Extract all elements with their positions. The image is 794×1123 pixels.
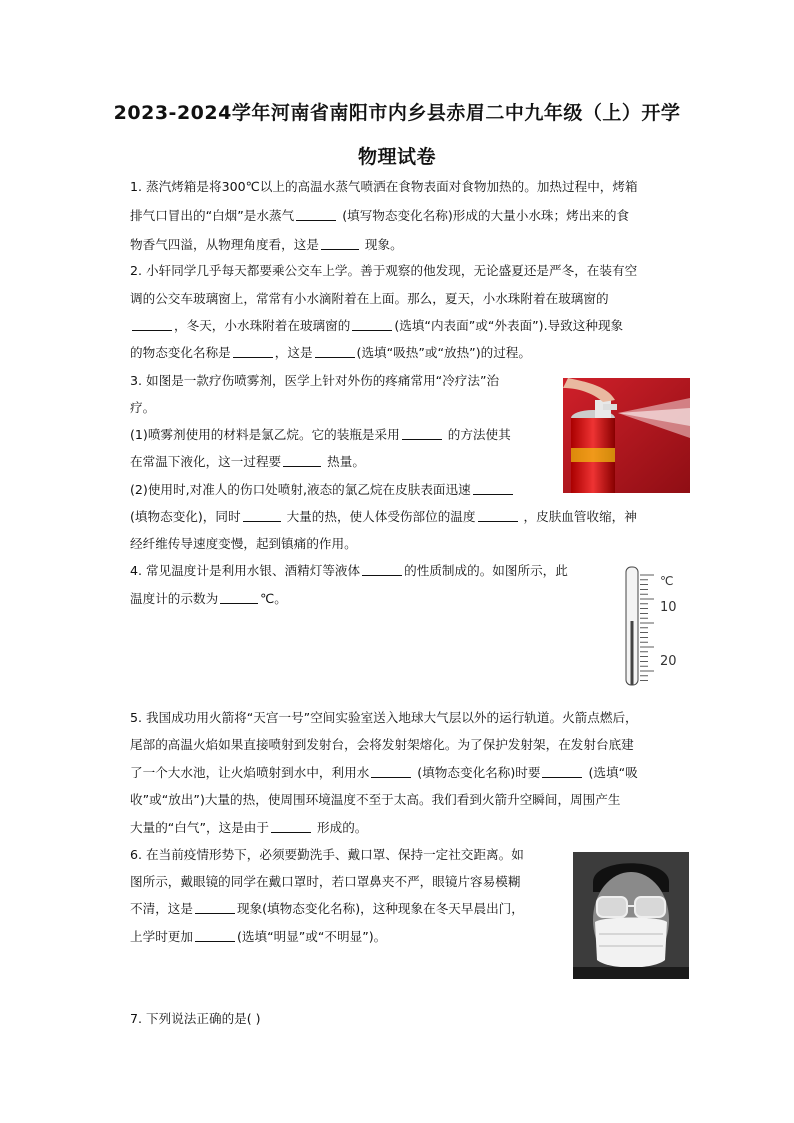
q2-line2: 调的公交车玻璃窗上，常常有小水滴附着在上面。那么，夏天，小水珠附着在玻璃窗的 bbox=[130, 291, 609, 306]
q7-line1: 7. 下列说法正确的是( ) bbox=[130, 1011, 261, 1026]
q5-line1: 5. 我国成功用火箭将“天宫一号”空间实验室送入地球大气层以外的运行轨道。火箭点燃后， bbox=[130, 710, 638, 725]
q6-line1: 6. 在当前疫情形势下，必须要勤洗手、戴口罩、保持一定社交距离。如 bbox=[130, 847, 524, 862]
q5-line4: 收”或“放出”)大量的热，使周围环境温度不至于太高。我们看到火箭升空瞬间，周围产生 bbox=[130, 792, 621, 807]
answer-blank[interactable] bbox=[296, 209, 336, 221]
answer-blank[interactable] bbox=[233, 346, 273, 358]
answer-blank[interactable] bbox=[315, 346, 355, 358]
q2-line3: ，冬天，小水珠附着在玻璃窗的 (选填“内表面”或“外表面”).导致这种现象 bbox=[130, 318, 623, 334]
exam-title-line2: 物理试卷 bbox=[357, 146, 436, 168]
answer-blank[interactable] bbox=[283, 455, 321, 467]
q4-line2: 温度计的示数为 ℃。 bbox=[130, 591, 287, 606]
q5-line2: 尾部的高温火焰如果直接喷射到发射台，会将发射架熔化。为了保护发射架，在发射台底建 bbox=[130, 737, 634, 752]
answer-blank[interactable] bbox=[321, 238, 359, 250]
q2-line4: 的物态变化名称是 ，这是 (选填“吸热”或“放热”)的过程。 bbox=[130, 345, 531, 360]
spray-can-illustration bbox=[563, 378, 690, 493]
q1-line3: 物香气四溢，从物理角度看，这是 现象。 bbox=[130, 237, 403, 252]
q6-line4: 上学时更加 (选填“明显”或“不明显”)。 bbox=[130, 929, 387, 944]
q6-line3: 不清，这是 现象(填物态变化名称)，这种现象在冬天早晨出门， bbox=[130, 901, 524, 916]
thermometer-label-20: 20 bbox=[660, 654, 677, 669]
answer-blank[interactable] bbox=[195, 930, 235, 942]
thermometer-figure bbox=[612, 565, 692, 690]
thermometer-illustration bbox=[612, 565, 692, 690]
q3-line4: 在常温下液化，这一过程要 热量。 bbox=[130, 454, 365, 469]
answer-blank[interactable] bbox=[402, 428, 442, 440]
q3-line3: (1)喷雾剂使用的材料是氯乙烷。它的装瓶是采用 的方法使其 bbox=[130, 427, 511, 442]
answer-blank[interactable] bbox=[542, 766, 582, 778]
answer-blank[interactable] bbox=[132, 319, 172, 331]
q1-line1: 1. 蒸汽烤箱是将300℃以上的高温水蒸气喷洒在食物表面对食物加热的。加热过程中，烤箱 bbox=[130, 179, 638, 194]
answer-blank[interactable] bbox=[478, 510, 518, 522]
q3-line2: 疗。 bbox=[130, 400, 156, 415]
q3-line6: (填物态变化)，同时 大量的热，使人体受伤部位的温度 ，皮肤血管收缩，神 bbox=[130, 509, 637, 524]
answer-blank[interactable] bbox=[473, 483, 513, 495]
q2-line1: 2. 小轩同学几乎每天都要乘公交车上学。善于观察的他发现，无论盛夏还是严冬，在装有空 bbox=[130, 263, 638, 278]
answer-blank[interactable] bbox=[220, 592, 258, 604]
q4-line1: 4. 常见温度计是利用水银、酒精灯等液体 的性质制成的。如图所示，此 bbox=[130, 563, 568, 578]
answer-blank[interactable] bbox=[271, 821, 311, 833]
masked-student-illustration bbox=[573, 852, 689, 979]
q3-line1: 3. 如图是一款疗伤喷雾剂，医学上针对外伤的疼痛常用“冷疗法”治 bbox=[130, 373, 500, 388]
thermometer-unit: ℃ bbox=[660, 574, 674, 588]
answer-blank[interactable] bbox=[195, 902, 235, 914]
q6-line2: 图所示，戴眼镜的同学在戴口罩时，若口罩鼻夹不严，眼镜片容易模糊 bbox=[130, 874, 521, 889]
thermometer-label-10: 10 bbox=[660, 600, 677, 615]
answer-blank[interactable] bbox=[371, 766, 411, 778]
spray-can-image bbox=[563, 378, 690, 493]
answer-blank[interactable] bbox=[352, 319, 392, 331]
q3-line7: 经纤维传导速度变慢，起到镇痛的作用。 bbox=[130, 536, 357, 551]
q3-line5: (2)使用时,对准人的伤口处喷射,液态的氯乙烷在皮肤表面迅速 bbox=[130, 482, 515, 498]
answer-blank[interactable] bbox=[362, 564, 402, 576]
q5-line5: 大量的“白气”，这是由于 形成的。 bbox=[130, 820, 368, 835]
answer-blank[interactable] bbox=[243, 510, 281, 522]
q5-line3: 了一个大水池，让火焰喷射到水中，利用水 (填物态变化名称)时要 (选填“吸 bbox=[130, 765, 638, 780]
exam-title-line1: 2023-2024学年河南省南阳市内乡县赤眉二中九年级（上）开学 bbox=[113, 102, 681, 124]
q1-line2: 排气口冒出的“白烟”是水蒸气 (填写物态变化名称)形成的大量小水珠；烤出来的食 bbox=[130, 208, 630, 223]
masked-student-photo bbox=[573, 852, 689, 979]
mercury-column bbox=[631, 621, 634, 685]
